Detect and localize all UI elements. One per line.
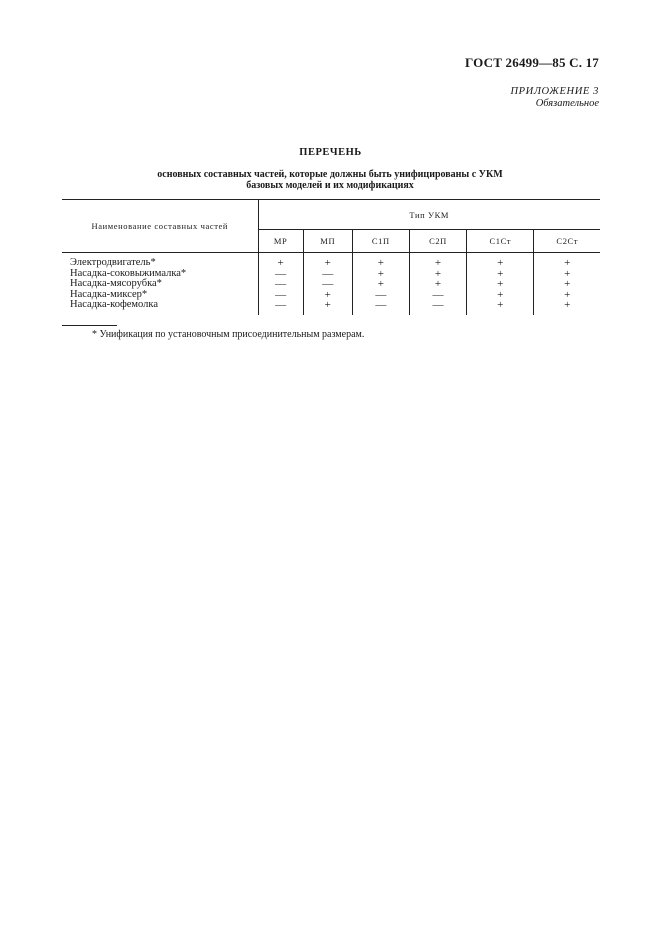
unification-table: [62, 199, 600, 315]
table-cell: +: [352, 279, 409, 290]
table-row: [62, 300, 600, 315]
table-cell: +: [303, 300, 352, 315]
table-cell: +: [467, 290, 534, 301]
footnote-divider: [62, 325, 117, 326]
column-header-type: С2П: [409, 230, 466, 253]
table-cell: +: [352, 253, 409, 269]
table-cell: +: [409, 269, 466, 280]
table-cell: +: [352, 269, 409, 280]
column-header-type: МР: [258, 230, 303, 253]
table-cell: +: [467, 279, 534, 290]
column-header-name: Наименование составных частей: [62, 200, 258, 253]
table-cell: +: [534, 300, 600, 315]
table-row: [62, 279, 600, 290]
column-header-type: С2Ст: [534, 230, 600, 253]
column-header-type-group: Тип УКМ: [258, 200, 600, 230]
table-cell: +: [303, 253, 352, 269]
table-cell: —: [258, 290, 303, 301]
table-cell: +: [467, 300, 534, 315]
table-cell: —: [303, 269, 352, 280]
row-name: Электродвигатель*: [70, 257, 156, 268]
table-cell: —: [409, 290, 466, 301]
subtitle-line-2: базовых моделей и их модификациях: [246, 180, 414, 191]
table-cell: +: [534, 269, 600, 280]
column-header-type: С1Ст: [467, 230, 534, 253]
appendix-title: ПРИЛОЖЕНИЕ 3: [510, 86, 599, 97]
appendix-label: [510, 86, 599, 110]
table-cell: —: [303, 279, 352, 290]
table-cell: +: [534, 290, 600, 301]
table-cell: —: [258, 269, 303, 280]
column-header-type: МП: [303, 230, 352, 253]
table-cell: —: [258, 279, 303, 290]
page-header: ГОСТ 26499—85 С. 17: [465, 55, 599, 70]
row-name: Насадка-кофемолка: [70, 299, 159, 310]
footnote: * Унификация по установочным присоединительным размерам.: [92, 329, 365, 340]
appendix-status: Обязательное: [535, 98, 599, 109]
table-cell: +: [534, 279, 600, 290]
table-cell: —: [258, 300, 303, 315]
subtitle-line-1: основных составных частей, которые должны быть унифицированы с УКМ: [157, 169, 503, 180]
table-cell: +: [467, 269, 534, 280]
row-name: Насадка-соковыжималка*: [70, 267, 187, 279]
table-cell: +: [467, 253, 534, 269]
table-cell: —: [352, 300, 409, 315]
row-name: Насадка-миксер*: [70, 288, 148, 300]
table-row: [62, 253, 600, 269]
table-cell: —: [352, 290, 409, 301]
document-title: ПЕРЕЧЕНЬ: [299, 147, 362, 158]
table-cell: +: [409, 279, 466, 290]
table-cell: +: [409, 253, 466, 269]
row-name: Насадка-мясорубка*: [70, 278, 162, 289]
table-cell: —: [409, 300, 466, 315]
document-subtitle: [130, 169, 530, 191]
table-cell: +: [303, 290, 352, 301]
table-cell: +: [258, 253, 303, 269]
table-cell: +: [534, 253, 600, 269]
column-header-type: С1П: [352, 230, 409, 253]
